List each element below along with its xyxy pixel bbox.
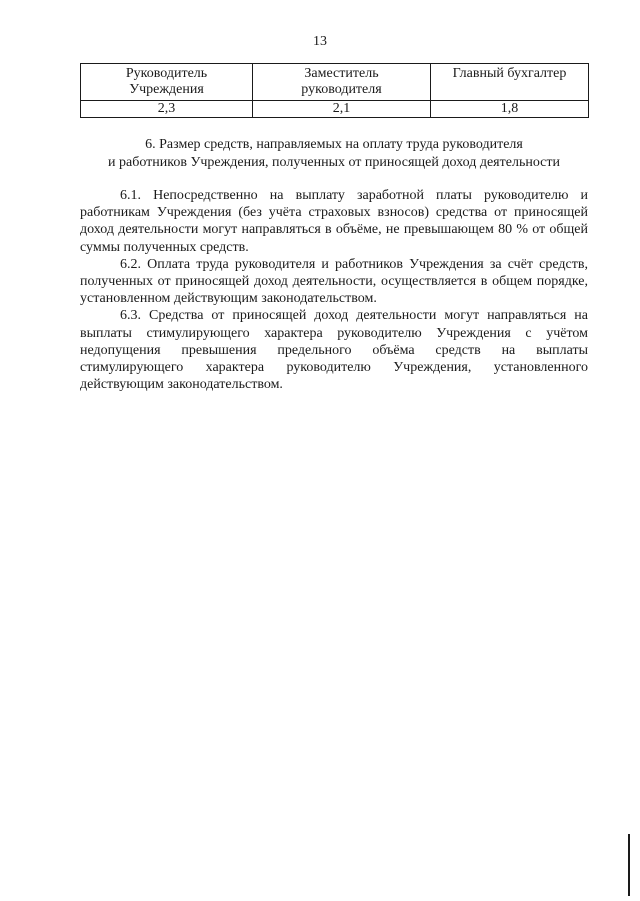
header-cell-director: [81, 64, 253, 101]
header-cell-chief-accountant: [431, 64, 589, 101]
table-header-row: [81, 64, 589, 101]
table-value-row: [81, 101, 589, 118]
section-title: [80, 136, 588, 172]
paragraph-6-2: 6.2. Оплата труда руководителя и работников Учреждения за счёт средств, полученных от приносящей доход деятельности, осуществляется в общем порядке, установленном действующим законодательством.: [80, 256, 588, 307]
header-cell-line: Заместитель: [304, 66, 379, 81]
value-cell-deputy: 2,1: [253, 101, 431, 118]
value-cell-director: 2,3: [81, 101, 253, 118]
ratio-table: [80, 63, 589, 118]
section-body: [80, 187, 588, 393]
header-cell-line: Учреждения: [129, 82, 204, 97]
header-cell-line: Главный бухгалтер: [452, 66, 567, 81]
section-title-line-2: и работников Учреждения, полученных от приносящей доход деятельности: [108, 155, 560, 170]
margin-scan-line: [628, 834, 630, 896]
value-cell-chief-accountant: 1,8: [431, 101, 589, 118]
header-cell-line: Руководитель: [125, 66, 208, 81]
header-cell-deputy: [253, 64, 431, 101]
header-cell-line: руководителя: [301, 82, 382, 97]
paragraph-6-3: 6.3. Средства от приносящей доход деятельности могут направляться на выплаты стимулирующего характера руководителю Учреждения с учётом недопущения превышения предельного объёма средств на выплаты стимулирующего характера руководителю Учреждения, установленного действующим законодательством.: [80, 308, 588, 393]
section-title-line-1: 6. Размер средств, направляемых на оплату труда руководителя: [145, 137, 523, 152]
paragraph-6-1: 6.1. Непосредственно на выплату заработной платы руководителю и работникам Учреждения (без учёта страховых взносов) средства от приносящей доход деятельности могут направляться в объёме, не превышающем 80 % от общей суммы полученных средств.: [80, 188, 588, 255]
page-number: 13: [313, 34, 327, 49]
